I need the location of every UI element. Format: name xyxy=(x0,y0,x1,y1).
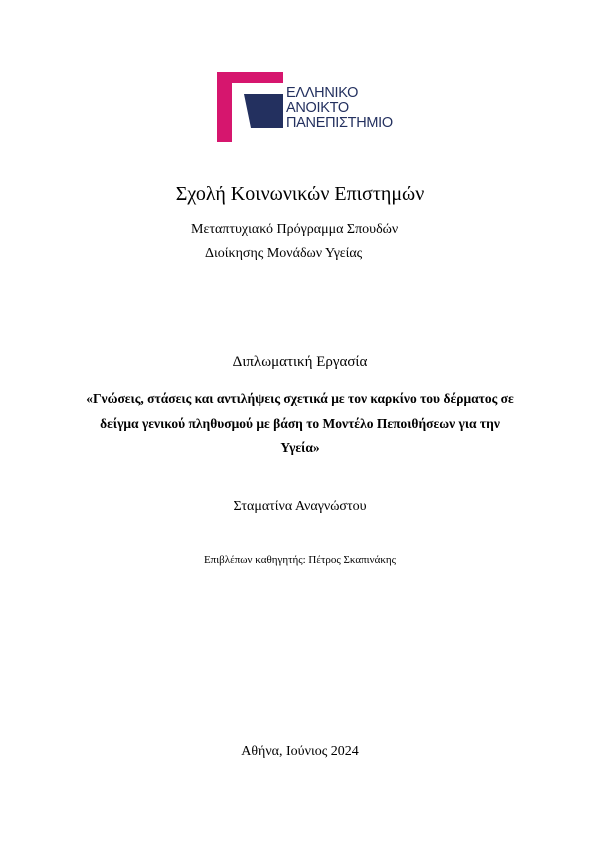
logo-line-3: ΠΑΝΕΠΙΣΤΗΜΙΟ xyxy=(286,115,393,131)
program-name-line-2: Διοίκησης Μονάδων Υγείας xyxy=(205,246,363,261)
author-name: Σταματίνα Αναγνώστου xyxy=(233,499,367,514)
logo-line-2: ΑΝΟΙΚΤΟ xyxy=(286,100,349,116)
place-and-date: Αθήνα, Ιούνιος 2024 xyxy=(241,744,359,759)
thesis-title: «Γνώσεις, στάσεις και αντιλήψεις σχετικά με τον καρκίνο του δέρματος σε δείγμα γενικού πληθυσμού με βάση το Μοντέλο Πεποιθήσεων για την Υγεία» xyxy=(86,391,514,455)
university-logo-mark xyxy=(217,72,283,142)
thesis-type-label: Διπλωματική Εργασία xyxy=(232,354,368,370)
school-name: Σχολή Κοινωνικών Επιστημών xyxy=(175,183,425,205)
logo-line-1: ΕΛΛΗΝΙΚΟ xyxy=(286,85,359,101)
university-logo xyxy=(217,72,417,142)
supervisor-line: Επιβλέπων καθηγητής: Πέτρος Σκαπινάκης xyxy=(203,554,397,566)
university-logo-wordmark xyxy=(286,86,393,131)
program-name-line-1: Μεταπτυχιακό Πρόγραμμα Σπουδών xyxy=(191,222,399,237)
